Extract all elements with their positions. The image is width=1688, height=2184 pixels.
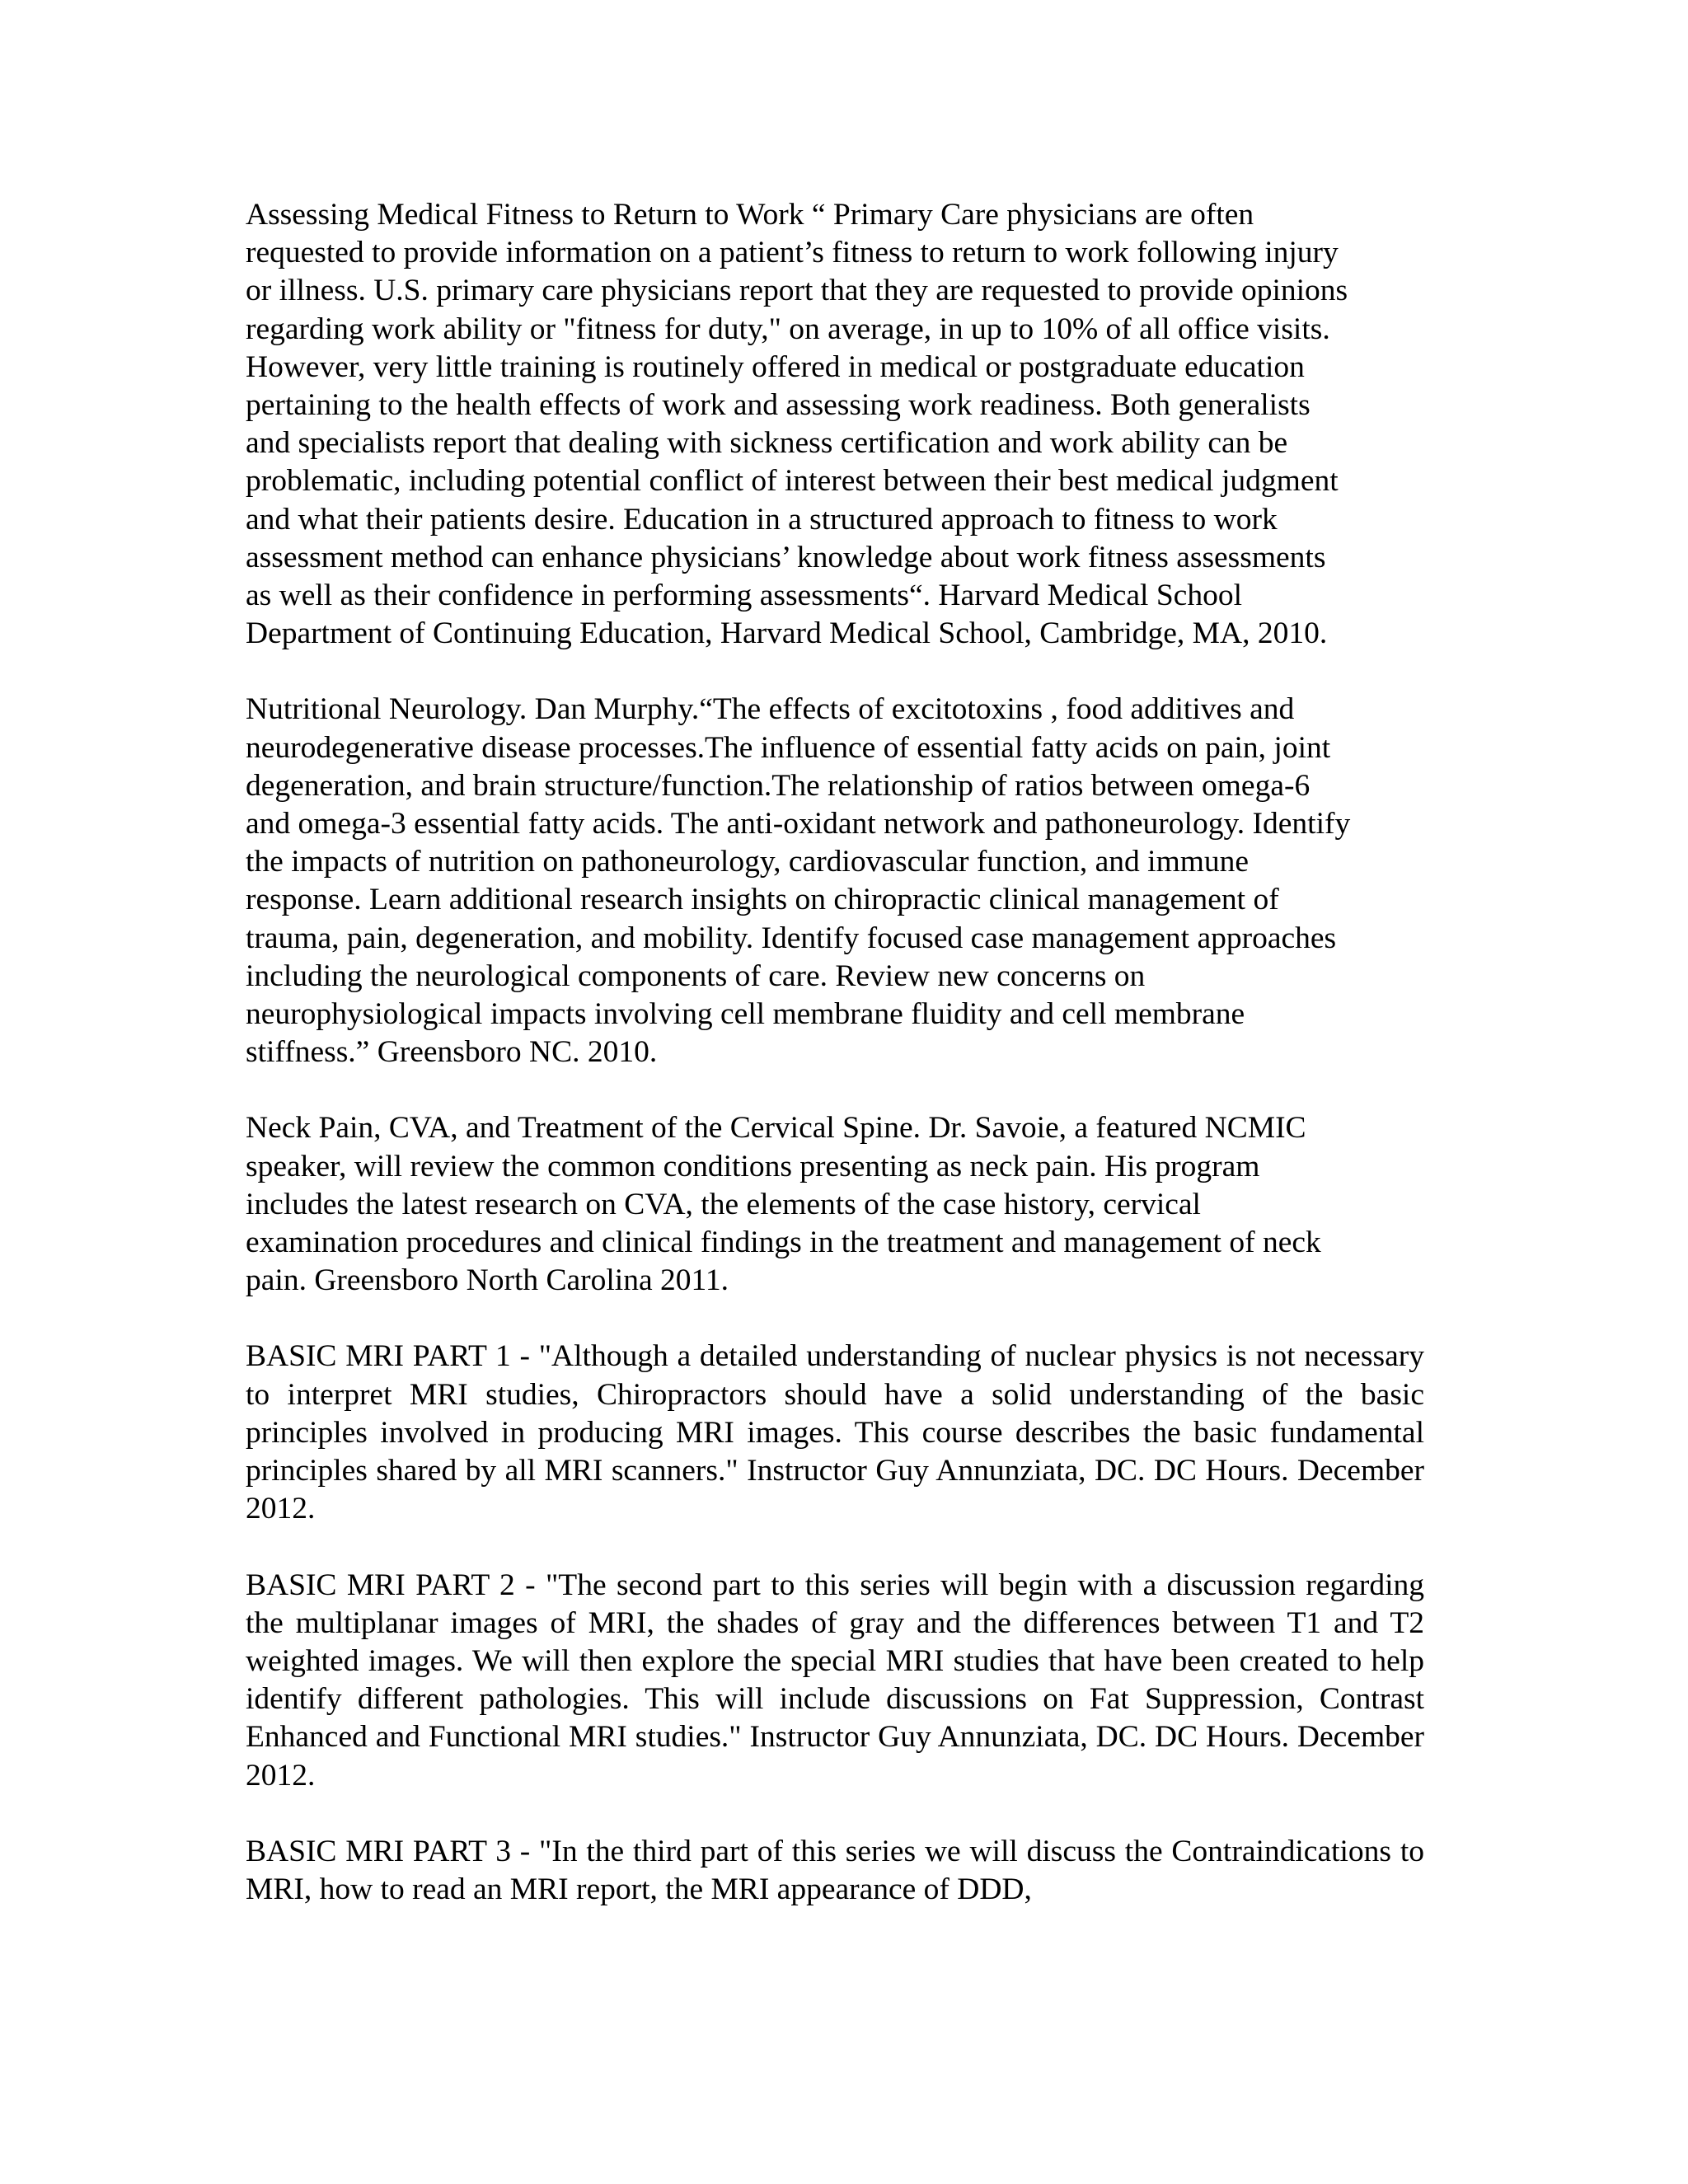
paragraph-basic-mri-part-2: BASIC MRI PART 2 - "The second part to this series will begin with a discussion regarding the multiplanar images of MRI, the shades of gray and the differences between T1 and T2 weighted images. We will then explore the special MRI studies that have been created to help identify different pathologies. This will include discussions on Fat Suppression, Contrast Enhanced and Functional MRI studies." Instructor Guy Annunziata, DC. DC Hours. December 2012.: [246, 1568, 1424, 1793]
paragraph-basic-mri-part-1: BASIC MRI PART 1 - "Although a detailed understanding of nuclear physics is not necessary to interpret MRI studies, Chiropractors should have a solid understanding of the basic principles involved in producing MRI images. This course describes the basic fundamental principles shared by all MRI scanners." Instructor Guy Annunziata, DC. DC Hours. December 2012.: [246, 1339, 1424, 1526]
paragraph-basic-mri-part-3: BASIC MRI PART 3 - "In the third part of this series we will discuss the Contraindications to MRI, how to read an MRI report, the MRI appearance of DDD,: [246, 1834, 1424, 1906]
document-body: [246, 196, 1424, 1909]
paragraph-nutritional-neurology: Nutritional Neurology. Dan Murphy.“The effects of excitotoxins , food additives and neurodegenerative disease processes.The influence of essential fatty acids on pain, joint degeneration, and brain structure/function.The relationship of ratios between omega-6 and omega-3 essential fatty acids. The anti-oxidant network and pathoneurology. Identify the impacts of nutrition on pathoneurology, cardiovascular function, and immune response. Learn additional research insights on chiropractic clinical management of trauma, pain, degeneration, and mobility. Identify focused case management approaches including the neurological components of care. Review new concerns on neurophysiological impacts involving cell membrane fluidity and cell membrane stiffness.” Greensboro NC. 2010.: [246, 692, 1351, 1070]
paragraph-neck-pain-cva: Neck Pain, CVA, and Treatment of the Cervical Spine. Dr. Savoie, a featured NCMIC speaker, will review the common conditions presenting as neck pain. His program includes the latest research on CVA, the elements of the case history, cervical examination procedures and clinical findings in the treatment and management of neck pain. Greensboro North Carolina 2011.: [246, 1111, 1321, 1298]
paragraph-assessing-medical-fitness: Assessing Medical Fitness to Return to Work “ Primary Care physicians are often requested to provide information on a patient’s fitness to return to work following injury or illness. U.S. primary care physicians report that they are requested to provide opinions regarding work ability or "fitness for duty," on average, in up to 10% of all office visits. However, very little training is routinely offered in medical or postgraduate education pertaining to the health effects of work and assessing work readiness. Both generalists and specialists report that dealing with sickness certification and work ability can be problematic, including potential conflict of interest between their best medical judgment and what their patients desire. Education in a structured approach to fitness to work assessment method can enhance physicians’ knowledge about work fitness assessments as well as their confidence in performing assessments“. Harvard Medical School Department of Continuing Education, Harvard Medical School, Cambridge, MA, 2010.: [246, 198, 1348, 651]
